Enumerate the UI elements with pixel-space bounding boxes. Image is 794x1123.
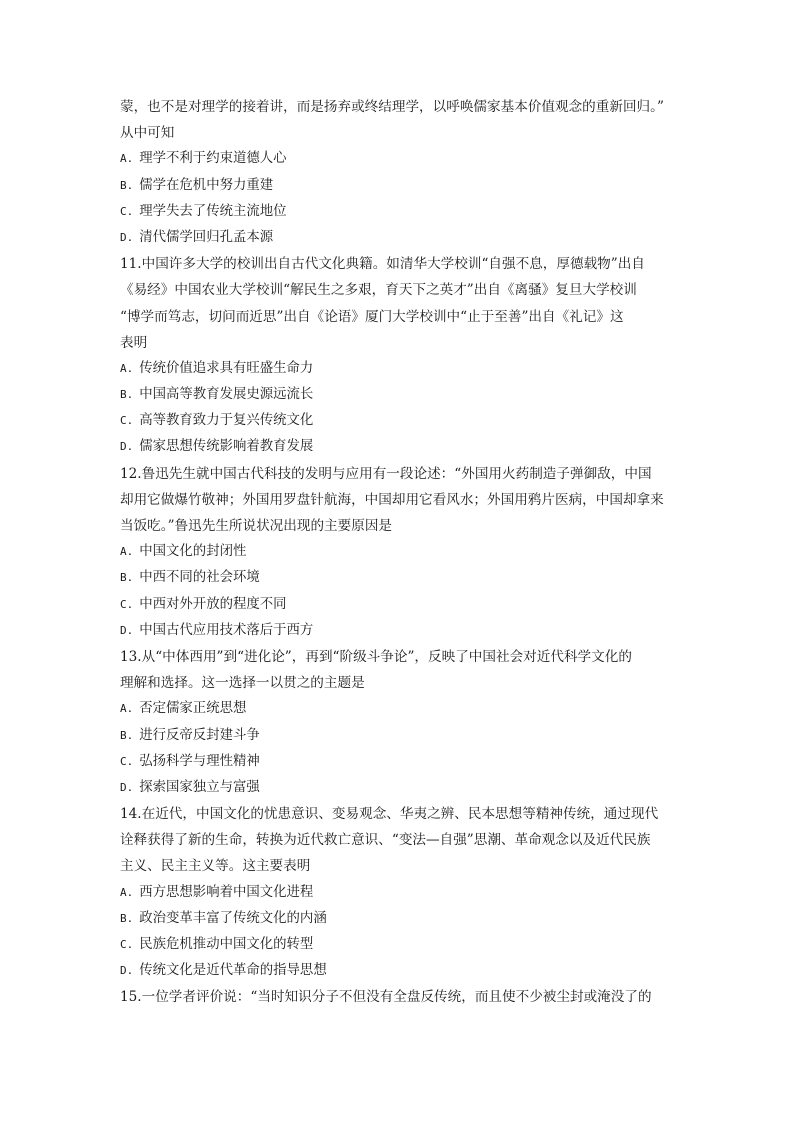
option-text: 传统价值追求具有旺盛生命力	[139, 360, 314, 376]
answer-option	[120, 880, 680, 906]
answer-option	[120, 356, 680, 382]
text-line: 当饭吃。”鲁迅先生所说状况出现的主要原因是	[120, 518, 393, 534]
option-letter: C.	[120, 597, 134, 611]
option-letter: A.	[120, 702, 134, 716]
answer-option	[120, 932, 680, 958]
option-letter: C.	[120, 204, 134, 218]
option-text: 中国高等教育发展史源远流长	[139, 387, 314, 403]
option-letter: D.	[120, 623, 134, 637]
text-line: 表明	[120, 334, 148, 351]
text-line: 《易经》中国农业大学校训“解民生之多艰，育天下之英才”出自《离骚》复旦大学校训	[120, 282, 637, 299]
option-letter: B.	[120, 388, 134, 402]
option-letter: A.	[120, 885, 134, 899]
answer-option	[120, 775, 680, 801]
text-line: 从中可知	[120, 125, 175, 142]
option-letter: D.	[120, 964, 134, 978]
answer-option	[120, 539, 680, 565]
text-line: 13.从“中体西用”到“进化论”，再到“阶级斗争论”，反映了中国社会对近代科学文化的	[120, 648, 632, 665]
option-text: 理学不利于约束道德人心	[139, 151, 287, 167]
option-text: 儒家思想传统影响着教育发展	[139, 439, 314, 455]
option-text: 探索国家独立与富强	[139, 779, 260, 795]
option-text: 西方思想影响着中国文化进程	[139, 884, 314, 900]
option-text: 清代儒学回归孔孟本源	[139, 229, 274, 245]
option-text: 中西不同的社会环境	[139, 570, 260, 586]
answer-option	[120, 749, 680, 775]
text-line: 14.在近代，中国文化的忧患意识、变易观念、华夷之辨、民本思想等精神传统，通过现代	[120, 806, 659, 823]
answer-option	[120, 618, 680, 644]
option-letter: D.	[120, 440, 134, 454]
option-text: 政治变革丰富了传统文化的内涵	[139, 910, 327, 926]
answer-option	[120, 199, 680, 225]
option-letter: B.	[120, 728, 134, 742]
option-letter: B.	[120, 571, 134, 585]
answer-option	[120, 592, 680, 618]
option-letter: C.	[120, 938, 134, 951]
answer-option	[120, 225, 680, 251]
answer-option	[120, 565, 680, 591]
answer-option	[120, 696, 680, 722]
text-line: 蒙，也不是对理学的接着讲，而是扬弃或终结理学，以呼唤儒家基本价值观念的重新回归。”	[120, 99, 664, 115]
answer-option	[120, 173, 680, 199]
option-letter: A.	[120, 152, 134, 166]
option-text: 民族危机推动中国文化的转型	[139, 937, 314, 952]
answer-option	[120, 906, 680, 932]
text-line: 理解和选择。这一选择一以贯之的主题是	[120, 675, 365, 692]
option-text: 理学失去了传统主流地位	[139, 203, 287, 219]
option-text: 否定儒家正统思想	[139, 701, 247, 717]
option-text: 传统文化是近代革命的指导思想	[139, 963, 327, 979]
option-text: 高等教育致力于复兴传统文化	[139, 413, 314, 429]
option-text: 中国古代应用技术落后于西方	[139, 622, 314, 638]
answer-option	[120, 408, 680, 434]
option-letter: A.	[120, 545, 134, 559]
option-text: 中国文化的封闭性	[139, 544, 247, 560]
text-line: “博学而笃志，切问而近思”出自《论语》厦门大学校训中“止于至善”出自《礼记》这	[120, 308, 624, 325]
option-text: 儒学在危机中努力重建	[139, 177, 274, 193]
option-letter: B.	[120, 178, 134, 192]
text-line: 主义、民主主义等。这主要表明	[120, 858, 311, 875]
option-letter: D.	[120, 230, 134, 244]
answer-option	[120, 146, 680, 172]
option-letter: B.	[120, 911, 134, 925]
document-page	[120, 94, 680, 1011]
option-text: 弘扬科学与理性精神	[139, 753, 260, 769]
text-line: 却用它做爆竹敬神；外国用罗盘针航海，中国却用它看风水；外国用鸦片医病，中国却拿来	[120, 491, 664, 508]
option-letter: A.	[120, 361, 134, 375]
option-letter: C.	[120, 754, 134, 768]
text-line: 诠释获得了新的生命，转换为近代救亡意识、“变法—自强”思潮、革命观念以及近代民族	[120, 832, 651, 849]
answer-option	[120, 382, 680, 408]
text-line: 11.中国许多大学的校训出自古代文化典籍。如清华大学校训“自强不息，厚德载物”出自	[120, 256, 645, 273]
answer-option	[120, 434, 680, 460]
text-line: 12.鲁迅先生就中国古代科技的发明与应用有一段论述：“外国用火药制造子弹御敌，中国	[120, 465, 652, 482]
text-line: 15.一位学者评价说：“当时知识分子不但没有全盘反传统，而且使不少被尘封或淹没了的	[120, 989, 652, 1006]
option-letter: C.	[120, 414, 134, 428]
answer-option	[120, 958, 680, 984]
answer-option	[120, 723, 680, 749]
option-text: 中西对外开放的程度不同	[139, 596, 287, 612]
option-text: 进行反帝反封建斗争	[139, 727, 260, 743]
option-letter: D.	[120, 780, 134, 794]
